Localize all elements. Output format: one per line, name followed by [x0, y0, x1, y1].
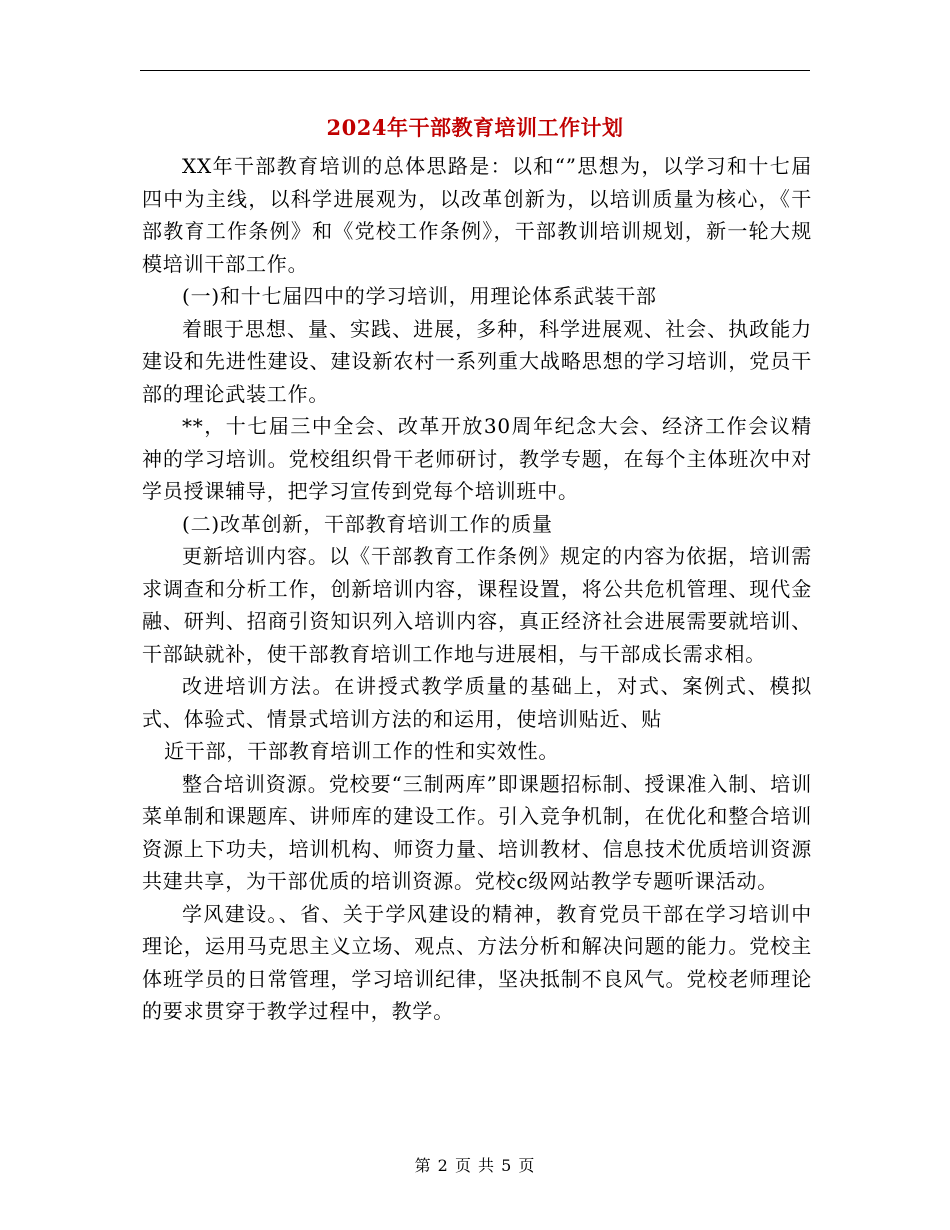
- page-number: 第 2 页 共 5 页: [414, 1156, 536, 1175]
- paragraph-overview: XX年干部教育培训的总体思路是：以和“”思想为，以学习和十七届四中为主线，以科学进展观为，以改革创新为，以培训质量为核心，《干部教育工作条例》和《党校工作条例》，干部教训培训规划，新一轮大规模培训干部工作。: [142, 154, 812, 276]
- header-rule: [140, 70, 810, 71]
- document-body: [142, 150, 812, 1028]
- paragraph: 更新培训内容。以《干部教育工作条例》规定的内容为依据，培训需求调查和分析工作，创新培训内容，课程设置，将公共危机管理、现代金融、研判、招商引资知识列入培训内容，真正经济社会进展需要就培训、干部缺就补，使干部教育培训工作地与进展相，与干部成长需求相。: [142, 544, 812, 666]
- paragraph: 整合培训资源。党校要“三制两库”即课题招标制、授课准入制、培训菜单制和课题库、讲师库的建设工作。引入竞争机制，在优化和整合培训资源上下功夫，培训机构、师资力量、培训教材、信息技术优质培训资源共建共享，为干部优质的培训资源。党校c级网站教学专题听课活动。: [142, 771, 812, 893]
- paragraph: 学风建设。、省、关于学风建设的精神，教育党员干部在学习培训中理论，运用马克思主义立场、观点、方法分析和解决问题的能力。党校主体班学员的日常管理，学习培训纪律，坚决抵制不良风气。党校老师理论的要求贯穿于教学过程中，教学。: [142, 901, 812, 1023]
- paragraph: **，十七届三中全会、改革开放30周年纪念大会、经济工作会议精神的学习培训。党校组织骨干老师研讨，教学专题，在每个主体班次中对学员授课辅导，把学习宣传到党每个培训班中。: [142, 414, 812, 503]
- section-heading-2: (二)改革创新，干部教育培训工作的质量: [182, 511, 553, 536]
- paragraph-continuation: 近干部，干部教育培训工作的性和实效性。: [164, 739, 560, 763]
- document-title: 2024年干部教育培训工作计划: [326, 115, 624, 140]
- paragraph: 改进培训方法。在讲授式教学质量的基础上，对式、案例式、模拟式、体验式、情景式培训方法的和运用，使培训贴近、贴: [142, 674, 812, 731]
- section-heading-1: (一)和十七届四中的学习培训，用理论体系武装干部: [182, 284, 657, 308]
- paragraph: 着眼于思想、量、实践、进展，多种，科学进展观、社会、执政能力建设和先进性建设、建设新农村一系列重大战略思想的学习培训，党员干部的理论武装工作。: [142, 316, 812, 406]
